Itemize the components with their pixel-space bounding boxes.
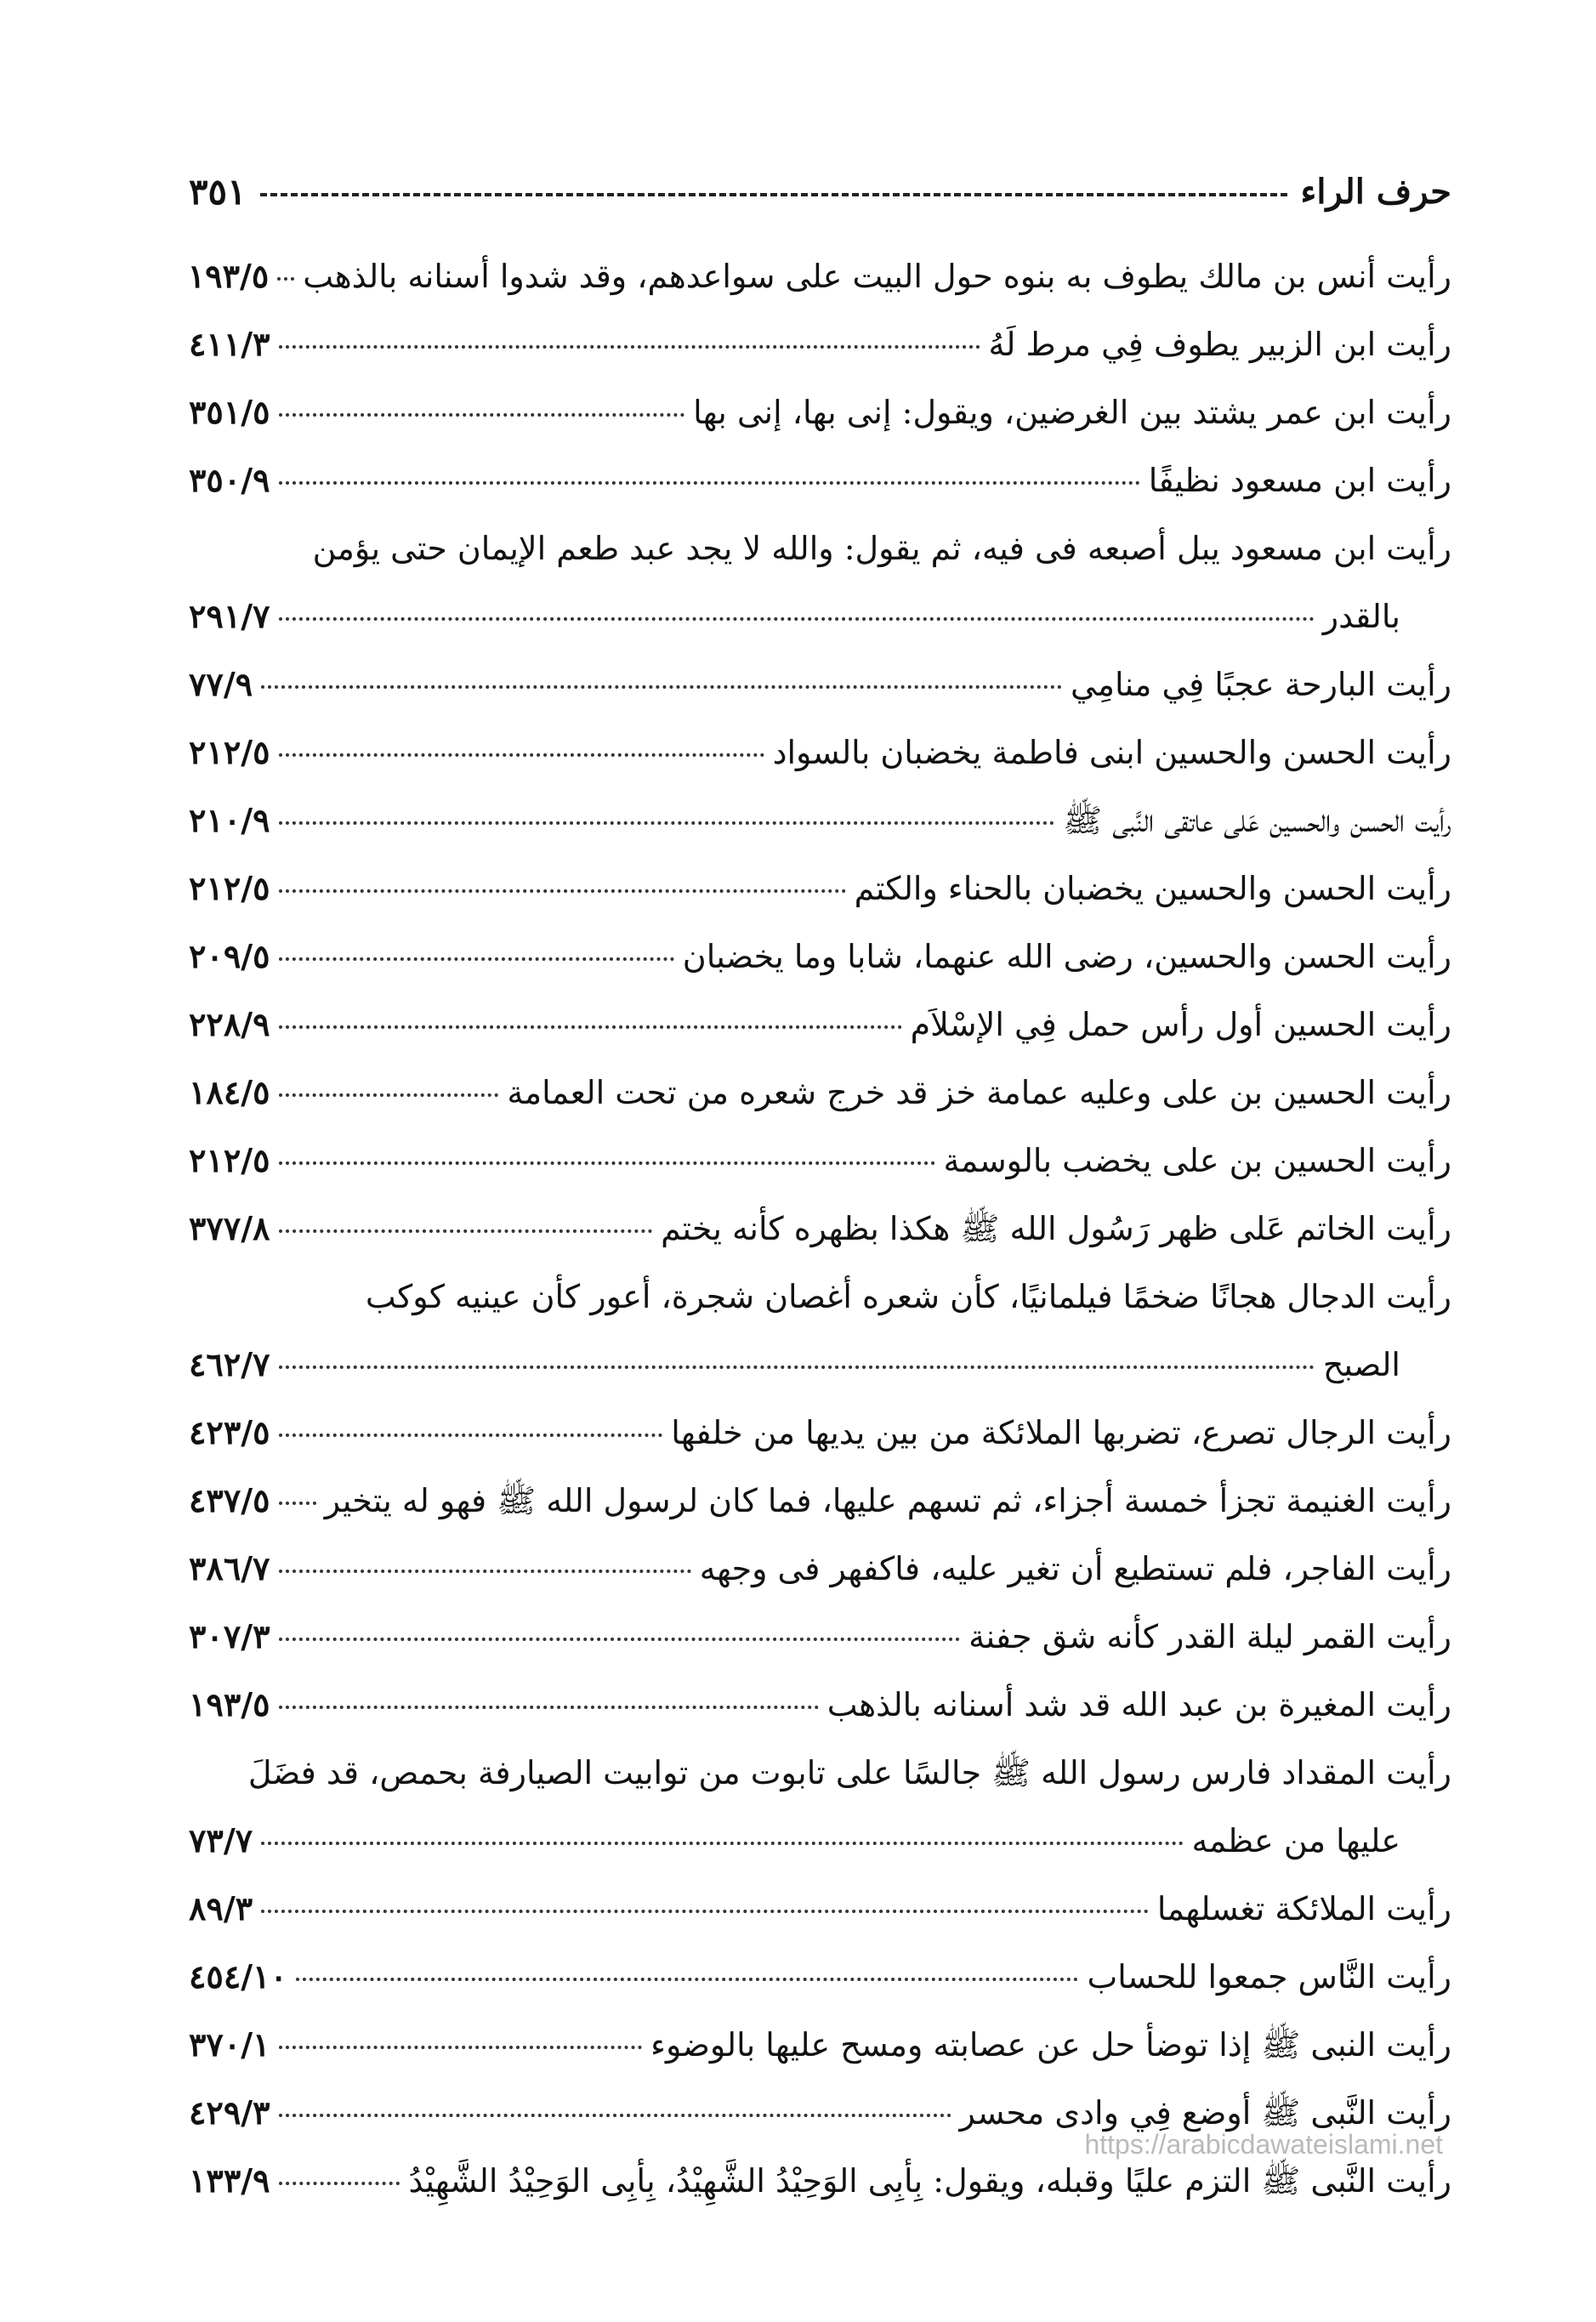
entry-text: رأيت الحسين بن على يخضب بالوسمة [943,1142,1451,1179]
entry-reference: ٢١٢/٥ [189,1141,270,1179]
index-entry [189,242,1451,310]
running-header [189,162,1451,221]
entry-reference: ٢١٢/٥ [189,869,270,907]
leader-dots [279,1502,316,1505]
entry-reference: ٢١٢/٥ [189,733,270,771]
index-entry [189,1671,1451,1739]
index-entry [189,310,1451,378]
leader-dots [296,1978,1079,1981]
entry-text: بالقدر [1322,598,1400,635]
index-entry [189,1059,1451,1127]
leader-dots [279,2046,643,2049]
leader-dots [261,685,1062,689]
entry-text: رأيت الحسن والحسين ابنى فاطمة يخضبان بالسواد [772,734,1451,771]
entry-reference: ٧٧/٩ [189,665,253,703]
index-entry [189,1399,1451,1467]
index-entry [189,1875,1451,1943]
index-entry [189,1603,1451,1671]
entry-text: رأيت النَّبى ﷺ أوضع فِي وادى محسر [959,2094,1451,2132]
entry-text: رأيت الحسين أول رأس حمل فِي الإسْلاَم [910,1006,1451,1043]
leader-dots [279,413,685,417]
index-entry [189,991,1451,1059]
entry-reference: ٢١٠/٩ [189,801,270,839]
entry-text: عليها من عظمه [1191,1822,1400,1859]
leader-dots [279,1093,499,1097]
entry-text: رأيت الخاتم عَلى ظهر رَسُول الله ﷺ هكذا بظهره كأنه يختم [661,1210,1451,1247]
leader-dots [261,1842,1183,1845]
entry-text: رأيت الحسين بن على وعليه عمامة خز قد خرج شعره من تحت العمامة [507,1074,1451,1111]
leader-dots [279,1638,961,1641]
watermark-url: https://arabicdawateislami.net [1084,2129,1443,2160]
leader-dots [279,1229,653,1233]
leader-dots [279,2114,951,2117]
index-entry [189,1127,1451,1195]
entry-text: رأيت النبى ﷺ إذا توضأ حل عن عصابته ومسح عليها بالوضوء [650,2026,1451,2064]
entry-text: الصبح [1322,1346,1400,1383]
entry-text: رأيت ابن الزبير يطوف فِي مرط لَهُ [988,326,1451,363]
leader-dots [279,1365,1315,1369]
leader-dots [279,345,980,349]
entry-text: رأيت ابن عمر يشتد بين الغرضين، ويقول: إنى بها، إنى بها [693,394,1451,431]
entry-reference: ٣٥٠/٩ [189,461,270,499]
index-entry [189,923,1451,991]
leader-dots [279,1570,691,1573]
index-entry [189,1943,1451,2011]
entry-reference: ١٩٣/٥ [187,257,270,295]
entry-text: رأيت الحسن والحسين يخضبان بالحناء والكتم [854,870,1451,907]
entry-reference: ٤٦٢/٧ [189,1345,270,1383]
index-entry [189,2011,1451,2079]
entry-reference: ٣٨٦/٧ [189,1549,270,1587]
leader-dots [279,2182,400,2185]
entry-reference: ٣٧٧/٨ [189,1209,270,1247]
leader-dots [279,1434,663,1437]
leader-dots [279,1025,902,1029]
leader-dots [279,481,1140,485]
entry-text: رأيت القمر ليلة القدر كأنه شق جفنة [968,1618,1451,1655]
entry-reference: ٢٩١/٧ [189,597,270,635]
entry-text: رأيت المغيرة بن عبد الله قد شد أسنانه بالذهب [826,1686,1451,1723]
entry-reference: ٣٥١/٥ [189,393,270,431]
leader-dots [279,957,674,961]
entry-text: رأيت الغنيمة تجزأ خمسة أجزاء، ثم تسهم عليها، فما كان لرسول الله ﷺ فهو له يتخير [324,1482,1451,1519]
entry-reference: ١٨٤/٥ [189,1073,270,1111]
entry-text: رأيت الرجال تصرع، تضربها الملائكة من بين يديها من خلفها [671,1414,1451,1451]
entry-text: رأيت الدجال هجانًا ضخمًا فيلمانيًا، كأن شعره أغصان شجرة، أعور كأن عينيه كوكب [365,1278,1451,1315]
entry-reference: ٤٥٤/١٠ [189,1957,287,1996]
index-entry [189,514,1451,582]
entry-reference: ٢٢٨/٩ [189,1005,270,1043]
entry-text: رأيت أنس بن مالك يطوف به بنوه حول البيت على سواعدهم، وقد شدوا أسنانه بالذهب [303,258,1451,295]
entry-text: رأيت النَّبى ﷺ التزم عليًا وقبله، ويقول: بِأبِى الوَحِيْدُ الشَّهِيْدُ، بِأبِى الوَحِيْدُ الشَّهِيْدُ [408,2162,1451,2200]
index-entry [189,718,1451,786]
entry-reference: ٤٢٣/٥ [189,1413,270,1451]
entry-text: رأيت الفاجر، فلم تستطيع أن تغير عليه، فاكفهر فى وجهه [699,1550,1451,1587]
entry-reference: ٤٢٩/٣ [189,2093,270,2132]
index-entry [189,1739,1451,1807]
entry-text: رأيت النَّاس جمعوا للحساب [1087,1958,1451,1996]
index-entry [189,1807,1451,1875]
index-entry [189,1263,1451,1331]
entry-reference: ١٩٣/٥ [189,1685,270,1723]
index-entry [189,378,1451,446]
header-rule [260,193,1287,196]
entry-text: رأيت الحسن والحسين، رضى الله عنهما، شابا وما يخضبان [682,938,1451,975]
entry-reference: ٤٣٧/٥ [189,1481,270,1519]
entry-text: رأيت الحسن والحسين عَلى عاتقى النَّبى ﷺ [1063,802,1451,839]
leader-dots [279,1706,819,1709]
entry-text: رأيت ابن مسعود نظيفًا [1148,462,1451,499]
leader-dots [279,821,1055,825]
entry-reference: ٤١١/٣ [189,325,270,363]
index-entry [189,854,1451,923]
entry-text: رأيت البارحة عجبًا فِي منامِي [1070,666,1451,703]
entry-text: رأيت الملائكة تغسلهما [1156,1890,1451,1927]
leader-dots [279,753,764,757]
entry-reference: ١٣٣/٩ [189,2161,270,2200]
index-entry [189,582,1451,650]
entry-text: رأيت المقداد فارس رسول الله ﷺ جالسًا على تابوت من توابيت الصيارفة بحمص، قد فضَلَ [247,1754,1451,1791]
entry-reference: ٢٠٩/٥ [189,937,270,975]
index-list [189,242,1451,2215]
entry-reference: ٨٩/٣ [189,1889,253,1927]
index-entry [189,1331,1451,1399]
entry-text: رأيت ابن مسعود يبل أصبعه فى فيه، ثم يقول: والله لا يجد عبد طعم الإيمان حتى يؤمن [312,530,1451,567]
index-entry [189,1467,1451,1535]
leader-dots [261,1910,1149,1913]
entry-reference: ٣٧٠/١ [189,2025,270,2064]
leader-dots [279,889,846,893]
index-entry [189,786,1451,854]
index-entry [189,1195,1451,1263]
index-entry [189,650,1451,718]
leader-dots [277,277,294,281]
index-entry [189,446,1451,514]
page-number: ٣٥١ [189,170,247,213]
leader-dots [279,1161,935,1165]
chapter-title: حرف الراء [1300,171,1451,212]
leader-dots [279,617,1315,621]
index-entry [189,1535,1451,1603]
entry-reference: ٧٣/٧ [189,1821,253,1859]
entry-reference: ٣٠٧/٣ [189,1617,270,1655]
